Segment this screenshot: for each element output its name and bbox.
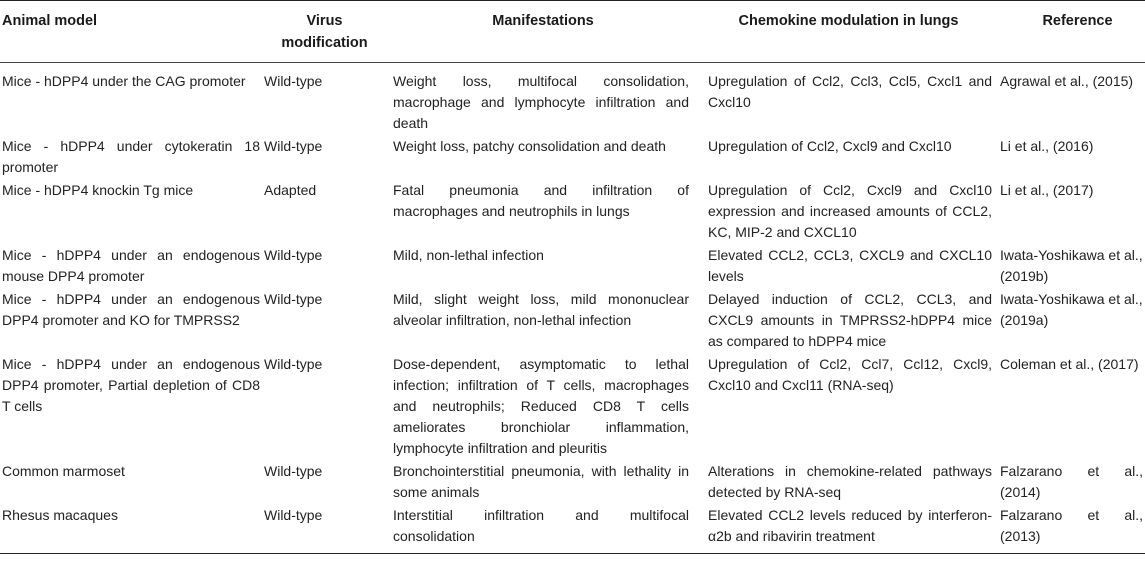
table-row [0, 136, 1145, 180]
header-reference: Reference [998, 1, 1145, 63]
cell-animal-model: Mice - hDPP4 under an endogenous mouse DPP4 promoter [2, 247, 260, 284]
cell-manifestations: Dose-dependent, asymptomatic to lethal infection; infiltration of T cells, macrophages and neutrophils; Reduced CD8 T cells ameliorates bronchiolar inflammation, lymphocyte infiltration and pleuritis [393, 356, 689, 456]
cell-chemokine-modulation: Alterations in chemokine-related pathways detected by RNA-seq [708, 463, 992, 500]
cell-manifestations: Weight loss, multifocal consolidation, macrophage and lymphocyte infiltration and death [393, 73, 689, 131]
cell-animal-model: Mice - hDPP4 under cytokeratin 18 promoter [2, 138, 260, 175]
cell-chemokine-modulation: Delayed induction of CCL2, CCL3, and CXCL9 amounts in TMPRSS2-hDPP4 mice as compared to hDPP4 mice [708, 291, 992, 349]
table-row [0, 289, 1145, 354]
cell-animal-model: Mice - hDPP4 under an endogenous DPP4 promoter, Partial depletion of CD8 T cells [2, 356, 260, 414]
table-row [0, 245, 1145, 289]
cell-virus-modification: Wild-type [264, 247, 323, 263]
cell-virus-modification: Wild-type [262, 505, 387, 554]
cell-chemokine-modulation: Upregulation of Ccl2, Cxcl9 and Cxcl10 [708, 138, 952, 154]
cell-chemokine-modulation: Elevated CCL2 levels reduced by interferon-α2b and ribavirin treatment [699, 505, 998, 554]
cell-virus-modification: Adapted [264, 182, 317, 198]
cell-chemokine-modulation: Upregulation of Ccl2, Cxcl9 and Cxcl10 expression and increased amounts of CCL2, KC, MIP-2 and CXCL10 [708, 182, 992, 240]
table-row [0, 461, 1145, 505]
cell-manifestations: Interstitial infiltration and multifocal consolidation [387, 505, 699, 554]
header-manifestations: Manifestations [387, 1, 699, 63]
cell-virus-modification: Wild-type [264, 463, 323, 479]
cell-chemokine-modulation: Upregulation of Ccl2, Ccl7, Ccl12, Cxcl9, Cxcl10 and Cxcl11 (RNA-seq) [708, 356, 992, 393]
cell-animal-model: Mice - hDPP4 knockin Tg mice [2, 182, 194, 198]
cell-reference: Iwata-Yoshikawa et al., (2019b) [1000, 247, 1143, 284]
cell-manifestations: Mild, non-lethal infection [393, 247, 544, 263]
table-body [0, 63, 1145, 554]
cell-reference: Iwata-Yoshikawa et al., (2019a) [1000, 291, 1143, 328]
header-row [0, 1, 1145, 63]
cell-virus-modification: Wild-type [264, 73, 323, 89]
cell-animal-model: Common marmoset [2, 463, 125, 479]
cell-manifestations: Fatal pneumonia and infiltration of macrophages and neutrophils in lungs [393, 182, 689, 219]
cell-manifestations: Mild, slight weight loss, mild mononuclear alveolar infiltration, non-lethal infection [393, 291, 689, 328]
header-virus-modification: Virus modification [262, 1, 387, 63]
table-row [0, 63, 1145, 137]
cell-chemokine-modulation: Upregulation of Ccl2, Ccl3, Ccl5, Cxcl1 and Cxcl10 [708, 73, 992, 110]
table-row [0, 354, 1145, 461]
cell-virus-modification: Wild-type [264, 291, 323, 307]
cell-virus-modification: Wild-type [264, 138, 323, 154]
cell-manifestations: Weight loss, patchy consolidation and death [393, 138, 666, 154]
cell-animal-model: Mice - hDPP4 under the CAG promoter [2, 73, 246, 89]
header-chemokine-modulation: Chemokine modulation in lungs [699, 1, 998, 63]
cell-manifestations: Bronchointerstitial pneumonia, with lethality in some animals [393, 463, 689, 500]
cell-chemokine-modulation: Elevated CCL2, CCL3, CXCL9 and CXCL10 levels [708, 247, 992, 284]
cell-reference: Falzarano et al., (2013) [998, 505, 1145, 554]
cell-animal-model: Rhesus macaques [0, 505, 262, 554]
table-row [0, 180, 1145, 245]
cell-reference: Falzarano et al., (2014) [1000, 463, 1143, 500]
table-header [0, 1, 1145, 63]
table-row [0, 505, 1145, 554]
header-animal-model: Animal model [0, 1, 262, 63]
cell-animal-model: Mice - hDPP4 under an endogenous DPP4 promoter and KO for TMPRSS2 [2, 291, 260, 328]
cell-virus-modification: Wild-type [264, 356, 323, 372]
cell-reference: Li et al., (2017) [1000, 182, 1094, 198]
cell-reference: Coleman et al., (2017) [1000, 356, 1139, 372]
cell-reference: Agrawal et al., (2015) [1000, 73, 1134, 89]
cell-reference: Li et al., (2016) [1000, 138, 1094, 154]
